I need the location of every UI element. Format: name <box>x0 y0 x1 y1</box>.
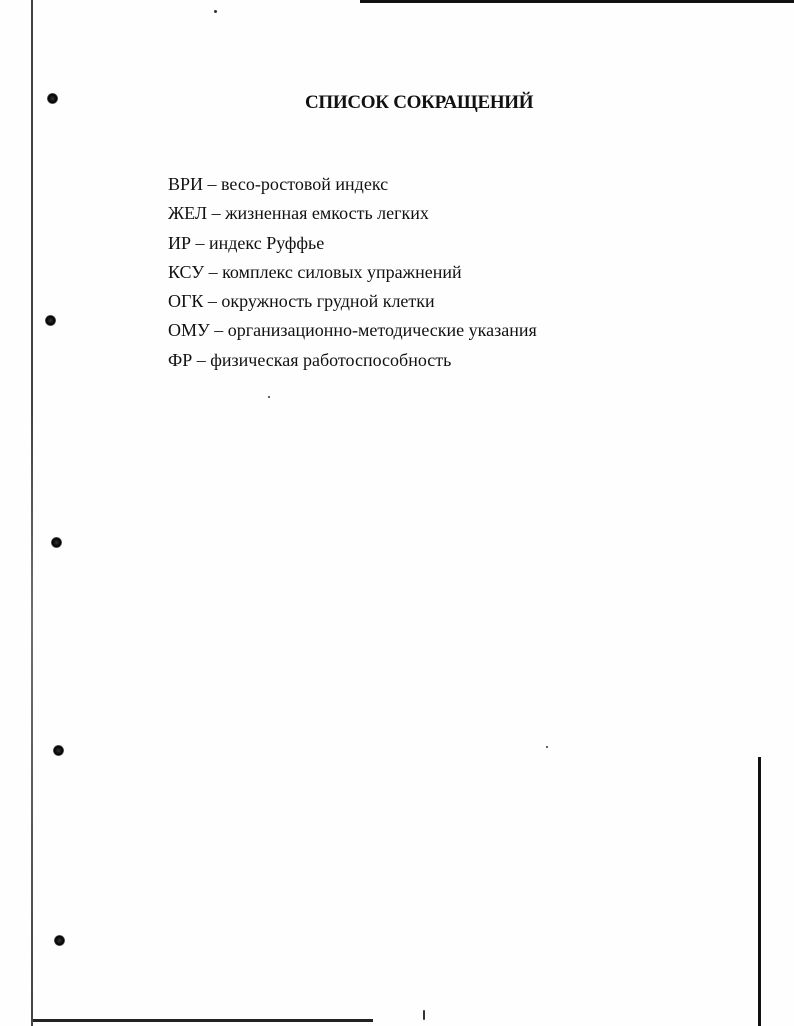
list-item: ОГК – окружность грудной клетки <box>168 291 435 312</box>
scan-edge-left <box>31 0 33 1026</box>
list-item: ИР – индекс Руффье <box>168 232 325 253</box>
list-item: КСУ – комплекс силовых упражнений <box>168 261 462 282</box>
list-item: ОМУ – организационно-методические указания <box>168 320 537 341</box>
scan-speck <box>546 746 548 748</box>
page-title: СПИСОК СОКРАЩЕНИЙ <box>305 92 534 113</box>
punch-hole-icon <box>54 935 65 946</box>
punch-hole-icon <box>53 745 64 756</box>
list-item: ФР – физическая работоспособность <box>168 349 452 370</box>
abbreviation-list <box>168 170 537 375</box>
list-item: ЖЕЛ – жизненная емкость легких <box>168 203 429 224</box>
scan-edge-bottom <box>33 1019 373 1022</box>
punch-hole-icon <box>45 315 56 326</box>
list-item: ВРИ – весо-ростовой индекс <box>168 174 389 194</box>
scan-speck <box>423 1010 425 1020</box>
punch-hole-icon <box>51 537 62 548</box>
scan-edge-right <box>758 757 761 1026</box>
scan-speck <box>214 10 217 13</box>
scan-speck <box>268 396 270 398</box>
punch-hole-icon <box>47 93 58 104</box>
scan-edge-top <box>360 0 794 3</box>
